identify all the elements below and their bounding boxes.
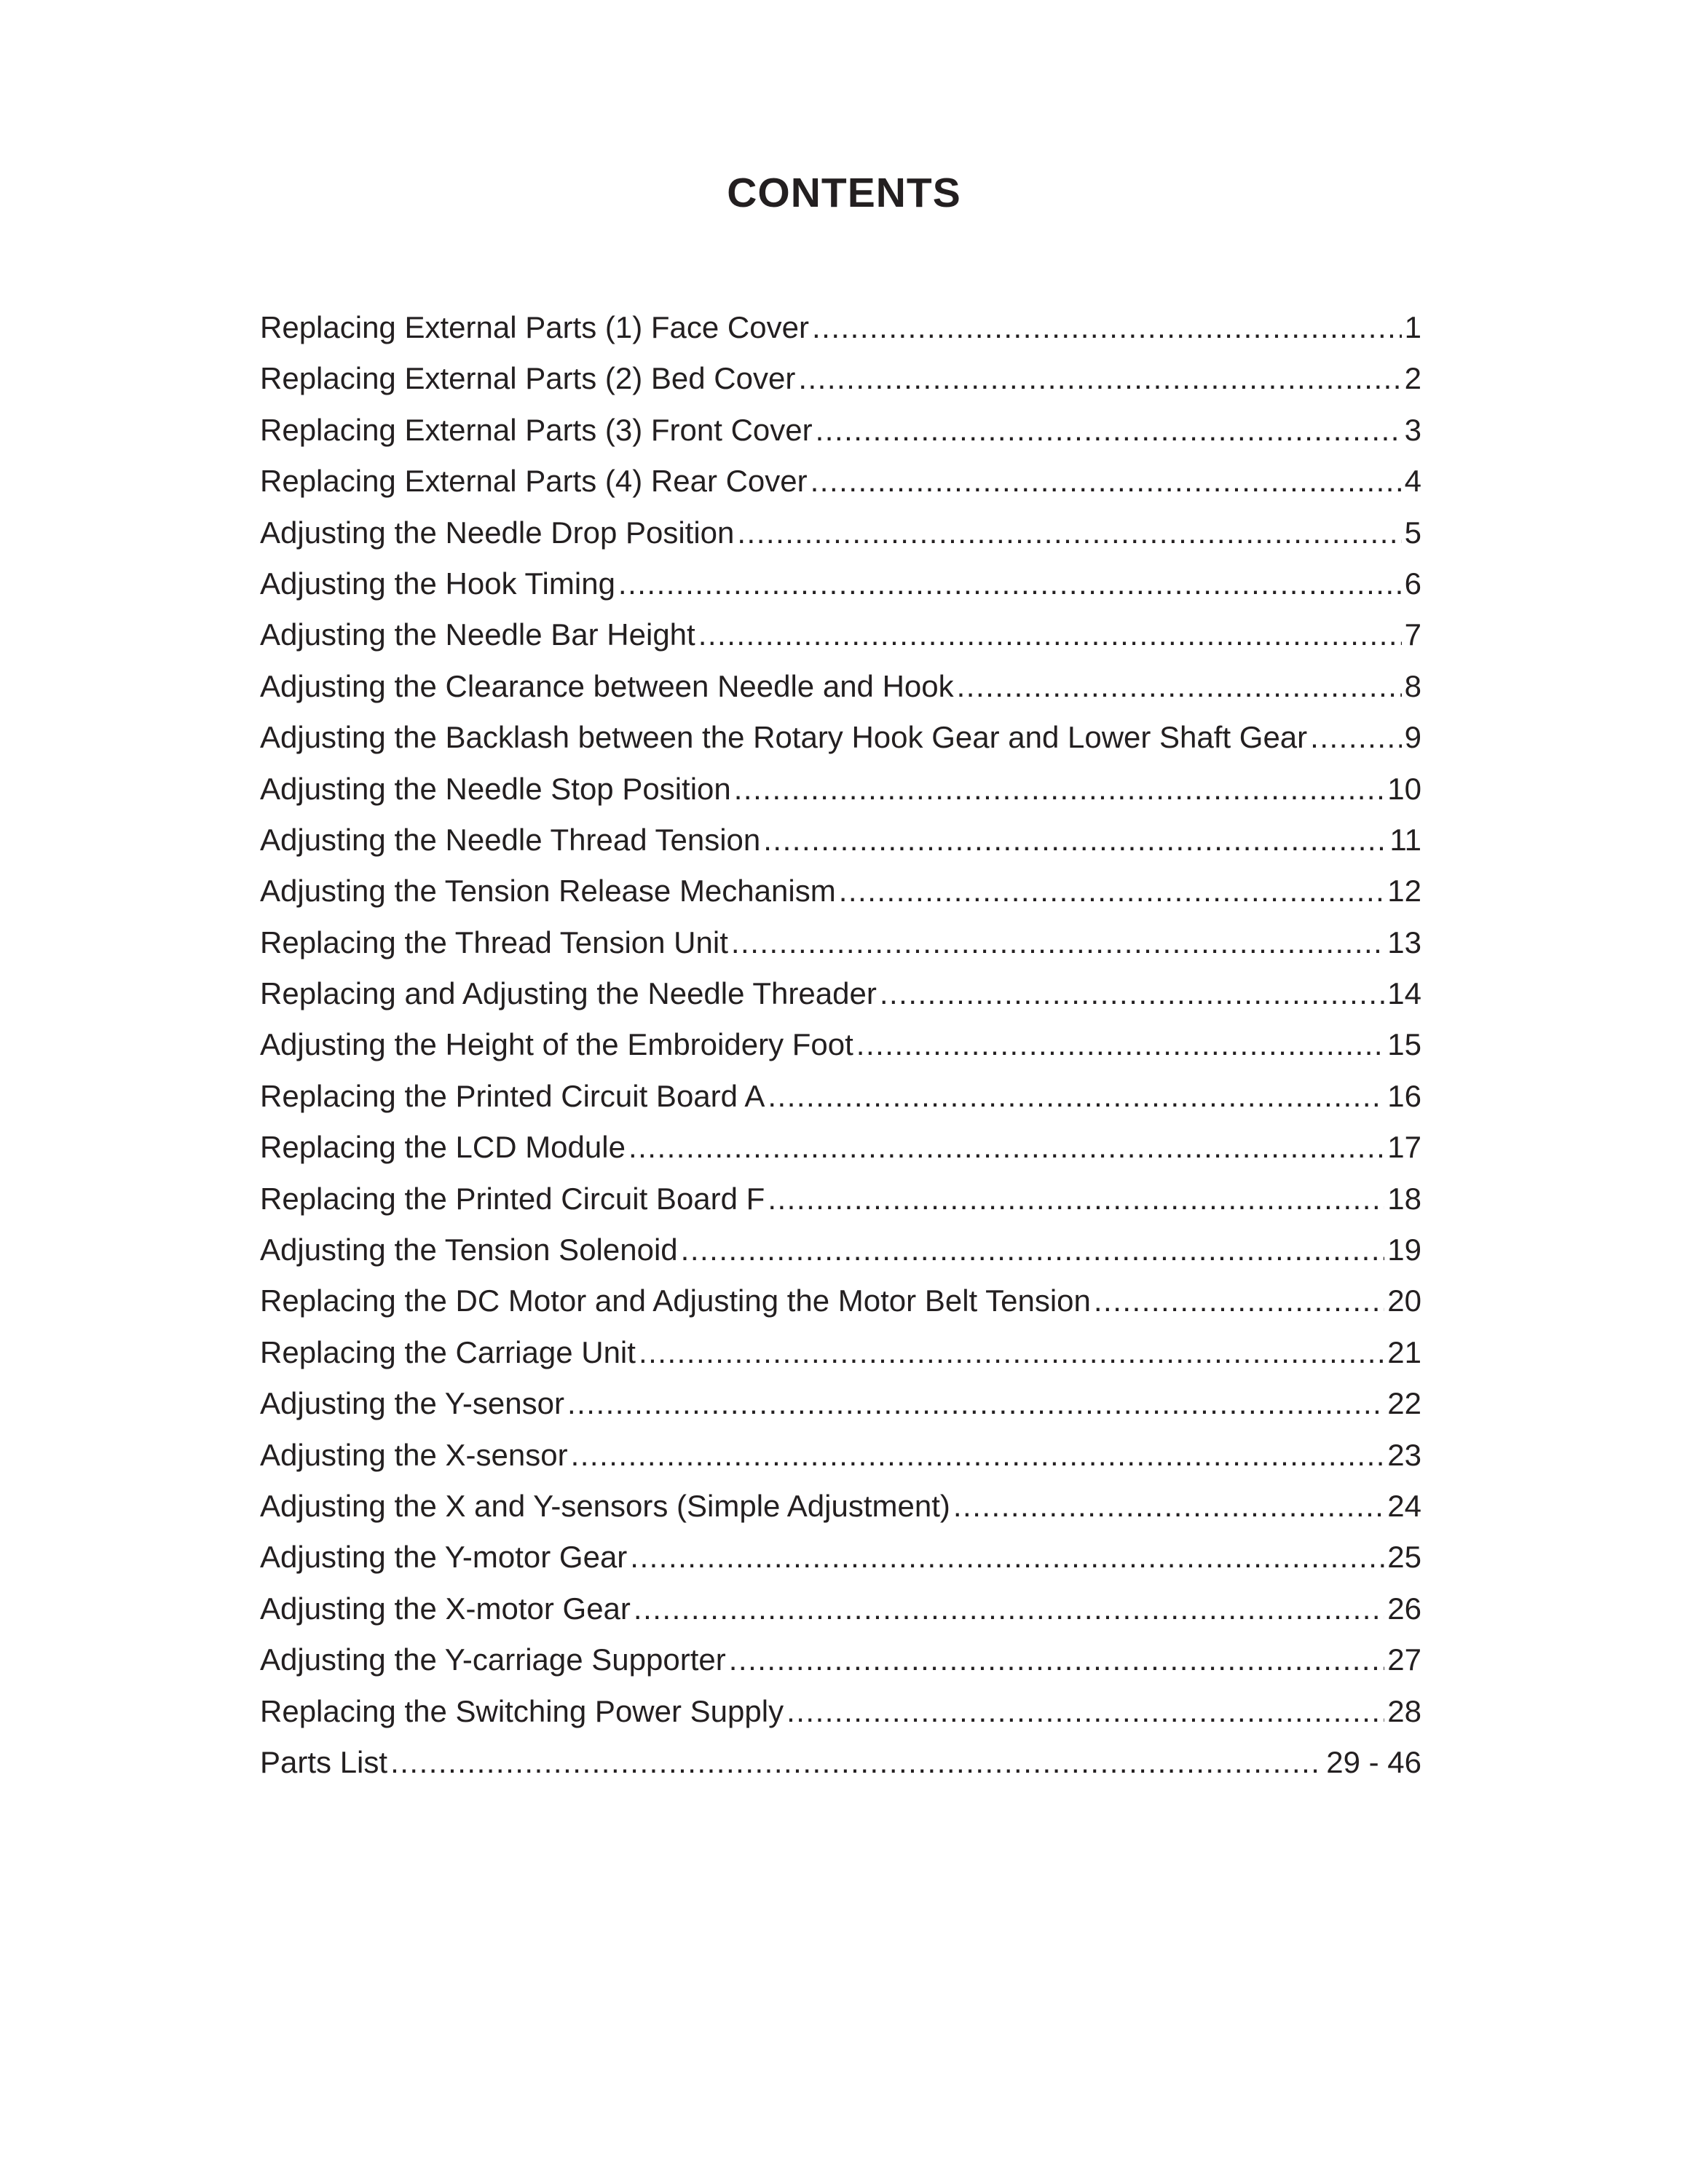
dot-leader	[618, 558, 1402, 609]
toc-entry-label: Replacing External Parts (2) Bed Cover	[260, 361, 796, 396]
toc-entry-page-number: 3	[1404, 412, 1421, 447]
toc-entry-page-number: 22	[1387, 1386, 1421, 1421]
toc-entry-label: Replacing External Parts (1) Face Cover	[260, 310, 809, 344]
toc-entry-label: Adjusting the Needle Thread Tension	[260, 822, 761, 857]
toc-entry[interactable]	[260, 1327, 1421, 1378]
toc-entry[interactable]	[260, 1583, 1421, 1634]
toc-entry[interactable]	[260, 815, 1421, 866]
toc-entry[interactable]	[260, 1019, 1421, 1070]
toc-entry-page-number: 9	[1404, 720, 1421, 755]
toc-entry[interactable]	[260, 1378, 1421, 1429]
toc-entry-page-number: 7	[1404, 617, 1421, 652]
dot-leader	[571, 1430, 1385, 1481]
dot-leader	[737, 507, 1401, 558]
toc-entry-label: Replacing External Parts (4) Rear Cover	[260, 464, 808, 499]
toc-entry-page-number: 12	[1387, 874, 1421, 909]
dot-leader	[856, 1019, 1385, 1070]
toc-entry-label: Adjusting the Backlash between the Rotary Hook Gear and Lower Shaft Gear	[260, 720, 1308, 755]
toc-entry[interactable]	[260, 507, 1421, 558]
toc-entry[interactable]	[260, 1071, 1421, 1122]
toc-entry-label: Replacing and Adjusting the Needle Threader	[260, 976, 877, 1011]
toc-entry-page-number: 24	[1387, 1488, 1421, 1523]
dot-leader	[953, 1481, 1384, 1532]
dot-leader	[729, 1634, 1385, 1685]
toc-entry-page-number: 15	[1387, 1027, 1421, 1062]
dot-leader	[786, 1686, 1384, 1737]
toc-entry[interactable]	[260, 609, 1421, 660]
toc-entry-page-number: 5	[1404, 515, 1421, 550]
toc-entry[interactable]	[260, 558, 1421, 609]
toc-entry-label: Replacing External Parts (3) Front Cover	[260, 412, 813, 447]
toc-entry[interactable]	[260, 968, 1421, 1019]
dot-leader	[639, 1327, 1384, 1378]
dot-leader	[839, 866, 1385, 917]
toc-entry-page-number: 21	[1387, 1334, 1421, 1369]
toc-entry[interactable]	[260, 456, 1421, 507]
toc-entry[interactable]	[260, 405, 1421, 456]
dot-leader	[634, 1583, 1384, 1634]
toc-entry[interactable]	[260, 764, 1421, 815]
toc-entry-page-number: 29 - 46	[1326, 1744, 1421, 1779]
toc-entry-page-number: 13	[1387, 925, 1421, 960]
dot-leader	[390, 1737, 1323, 1788]
toc-entry[interactable]	[260, 1224, 1421, 1275]
dot-leader	[731, 917, 1384, 968]
dot-leader	[628, 1122, 1384, 1173]
dot-leader	[734, 764, 1385, 815]
toc-entry[interactable]	[260, 1481, 1421, 1532]
toc-entry[interactable]	[260, 1532, 1421, 1583]
dot-leader	[816, 405, 1402, 456]
toc-entry[interactable]	[260, 1737, 1421, 1788]
toc-entry-label: Replacing the Printed Circuit Board F	[260, 1181, 765, 1216]
toc-entry-page-number: 20	[1387, 1283, 1421, 1318]
toc-entry-label: Replacing the Switching Power Supply	[260, 1693, 784, 1728]
toc-entry-page-number: 10	[1387, 771, 1421, 806]
toc-entry[interactable]	[260, 1686, 1421, 1737]
toc-entry-page-number: 17	[1387, 1130, 1421, 1165]
toc-entry-label: Adjusting the X-sensor	[260, 1437, 568, 1472]
toc-entry-page-number: 6	[1404, 566, 1421, 601]
dot-leader	[630, 1532, 1384, 1583]
toc-entry-label: Adjusting the Hook Timing	[260, 566, 615, 601]
toc-entry-page-number: 11	[1389, 822, 1421, 857]
dot-leader	[798, 353, 1401, 404]
table-of-contents	[260, 302, 1421, 1788]
toc-entry[interactable]	[260, 917, 1421, 968]
dot-leader	[880, 968, 1384, 1019]
toc-entry-label: Adjusting the Needle Bar Height	[260, 617, 695, 652]
toc-entry[interactable]	[260, 1275, 1421, 1326]
toc-entry-page-number: 4	[1404, 464, 1421, 499]
toc-entry-label: Replacing the Carriage Unit	[260, 1334, 636, 1369]
dot-leader	[1094, 1275, 1384, 1326]
toc-entry[interactable]	[260, 1174, 1421, 1224]
toc-entry-page-number: 18	[1387, 1181, 1421, 1216]
toc-entry-page-number: 23	[1387, 1437, 1421, 1472]
toc-entry-label: Adjusting the Y-sensor	[260, 1386, 564, 1421]
dot-leader	[812, 302, 1402, 353]
dot-leader	[768, 1174, 1384, 1224]
dot-leader	[811, 456, 1402, 507]
toc-entry[interactable]	[260, 866, 1421, 917]
dot-leader	[1310, 712, 1401, 763]
dot-leader	[763, 815, 1387, 866]
dot-leader	[957, 661, 1402, 712]
toc-entry[interactable]	[260, 712, 1421, 763]
dot-leader	[698, 609, 1402, 660]
toc-entry-page-number: 8	[1404, 668, 1421, 703]
toc-entry[interactable]	[260, 302, 1421, 353]
dot-leader	[768, 1071, 1384, 1122]
toc-entry-page-number: 1	[1404, 310, 1421, 344]
toc-entry-page-number: 19	[1387, 1233, 1421, 1267]
toc-entry-page-number: 2	[1404, 361, 1421, 396]
toc-entry-page-number: 25	[1387, 1540, 1421, 1575]
toc-entry-label: Adjusting the Tension Solenoid	[260, 1233, 678, 1267]
toc-entry-label: Replacing the LCD Module	[260, 1130, 626, 1165]
toc-entry-label: Parts List	[260, 1744, 388, 1779]
toc-entry-label: Adjusting the Height of the Embroidery Foot	[260, 1027, 853, 1062]
toc-entry-label: Adjusting the Y-motor Gear	[260, 1540, 628, 1575]
page-title: CONTENTS	[727, 170, 961, 217]
toc-entry-page-number: 14	[1387, 976, 1421, 1011]
toc-entry-label: Adjusting the X-motor Gear	[260, 1591, 631, 1626]
toc-entry[interactable]	[260, 1122, 1421, 1173]
toc-entry-label: Adjusting the Tension Release Mechanism	[260, 874, 836, 909]
dot-leader	[681, 1224, 1385, 1275]
toc-entry-page-number: 28	[1387, 1693, 1421, 1728]
toc-entry[interactable]	[260, 1634, 1421, 1685]
toc-entry-label: Replacing the Printed Circuit Board A	[260, 1078, 765, 1113]
toc-entry-page-number: 26	[1387, 1591, 1421, 1626]
toc-entry-label: Adjusting the Clearance between Needle and Hook	[260, 668, 954, 703]
toc-entry-page-number: 16	[1387, 1078, 1421, 1113]
toc-entry-label: Adjusting the Y-carriage Supporter	[260, 1642, 726, 1677]
toc-entry[interactable]	[260, 353, 1421, 404]
toc-entry[interactable]	[260, 1430, 1421, 1481]
toc-entry-label: Replacing the Thread Tension Unit	[260, 925, 728, 960]
toc-entry-label: Replacing the DC Motor and Adjusting the Motor Belt Tension	[260, 1283, 1091, 1318]
toc-entry-label: Adjusting the Needle Drop Position	[260, 515, 735, 550]
toc-entry-page-number: 27	[1387, 1642, 1421, 1677]
toc-entry[interactable]	[260, 661, 1421, 712]
dot-leader	[567, 1378, 1384, 1429]
toc-entry-label: Adjusting the X and Y-sensors (Simple Adjustment)	[260, 1488, 950, 1523]
toc-entry-label: Adjusting the Needle Stop Position	[260, 771, 731, 806]
